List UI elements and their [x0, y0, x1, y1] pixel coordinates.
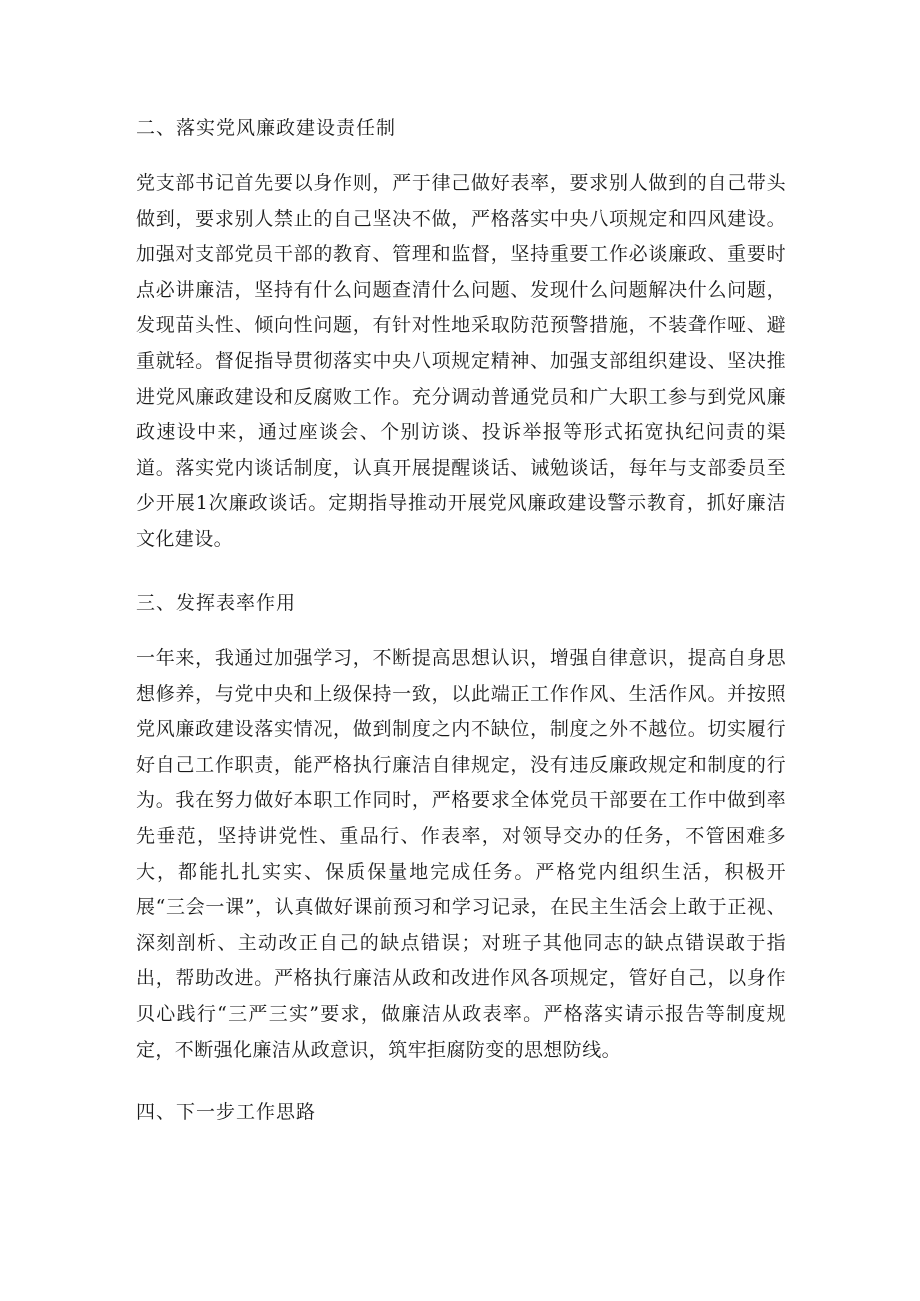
- section-heading-4: 四、下一步工作思路: [136, 1101, 317, 1123]
- section-paragraph-3: 一年来，我通过加强学习，不断提高思想认识，增强自律意识，提高自身思想修养，与党中央和上级保持一致，以此端正工作作风、生活作风。并按照党风廉政建设落实情况，做到制度之内不缺位，制度之外不越位。切实履行好自己工作职责，能严格执行廉洁自律规定，没有违反廉政规定和制度的行为。我在努力做好本职工作同时，严格要求全体党员干部要在工作中做到率先垂范，坚持讲党性、重品行、作表率，对领导交办的任务，不管困难多大，都能扎扎实实、保质保量地完成任务。严格党内组织生活，积极开展“三会一课”，认真做好课前预习和学习记录，在民主生活会上敢于正视、深刻剖析、主动改正自己的缺点错误；对班子其他同志的缺点错误敢于指出，帮助改进。严格执行廉洁从政和改进作风各项规定，管好自己，以身作贝心践行“三严三实”要求，做廉洁从政表率。严格落实请示报告等制度规定，不断强化廉洁从政意识，筑牢拒腐防变的思想防线。: [136, 647, 786, 1061]
- section-heading-2: 二、落实党风廉政建设责任制: [136, 117, 397, 139]
- section-heading-3: 三、发挥表率作用: [136, 592, 297, 614]
- section-paragraph-2: 党支部书记首先要以身作则，严于律己做好表率，要求别人做到的自己带头做到，要求别人禁止的自己坚决不做，严格落实中央八项规定和四风建设。加强对支部党员干部的教育、管理和监督，坚持重要工作必谈廉政、重要时点必讲廉洁，坚持有什么问题查清什么问题、发现什么问题解决什么问题，发现苗头性、倾向性问题，有针对性地采取防范预警措施，不装聋作哑、避重就轻。督促指导贯彻落实中央八项规定精神、加强支部组织建设、坚决推进党风廉政建设和反腐败工作。充分调动普通党员和广大职工参与到党风廉政速设中来，通过座谈会、个别访谈、投诉举报等形式拓宽执纪问责的渠道。落实党内谈话制度，认真开展提醒谈话、诫勉谈话，每年与支部委员至少开展1次廉政谈话。定期指导推动开展党风廉政建设警示教育，抓好廉洁文化建设。: [136, 172, 786, 550]
